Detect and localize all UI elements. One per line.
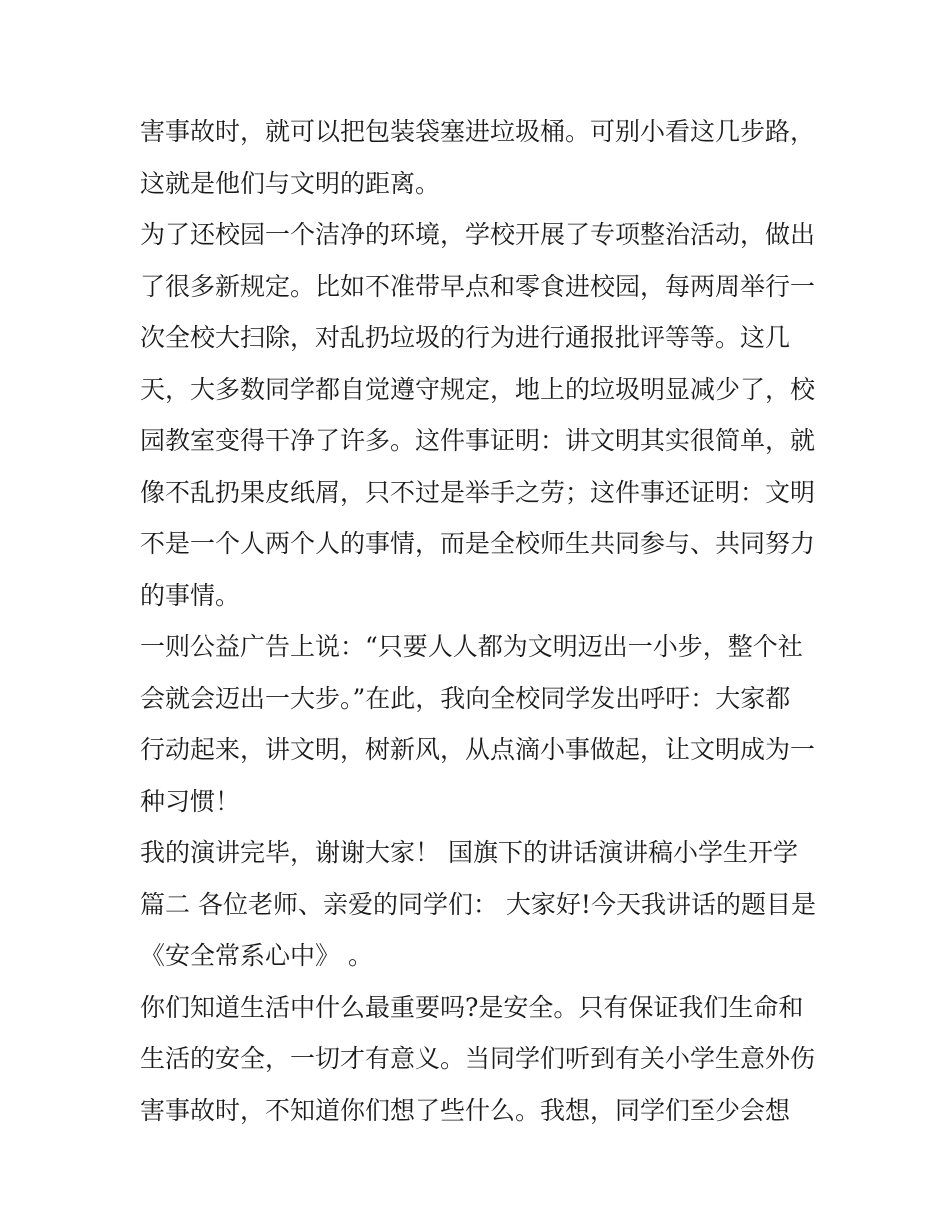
document-body: [140, 106, 820, 1136]
text-line: 会就会迈出一大步。”在此，我向全校同学发出呼吁：大家都: [140, 683, 791, 713]
text-line: 《安全常系心中》 。: [140, 941, 373, 970]
text-line: 你们知道生活中什么最重要吗?是安全。只有保证我们生命和: [140, 992, 804, 1022]
text-line: 这就是他们与文明的距离。: [140, 168, 441, 198]
text-line: 行动起来，讲文明，树新风，从点滴小事做起，让文明成为一: [140, 735, 816, 764]
text-line: 篇二 各位老师、亲爱的同学们： 大家好!今天我讲话的题目是: [140, 889, 816, 919]
text-line: 的事情。: [140, 580, 241, 610]
text-line: 天，大多数同学都自觉遵守规定，地上的垃圾明显减少了，校: [140, 374, 816, 404]
text-line: 为了还校园一个洁净的环境，学校开展了专项整治活动，做出: [140, 220, 816, 249]
text-line: 像不乱扔果皮纸屑，只不过是举手之劳；这件事还证明：文明: [140, 477, 816, 507]
text-line: 一则公益广告上说：“只要人人都为文明迈出一小步，整个社: [140, 632, 803, 661]
text-line: 了很多新规定。比如不准带早点和零食进校园，每两周举行一: [140, 271, 816, 301]
text-line: 害事故时，就可以把包装袋塞进垃圾桶。可别小看这几步路，: [140, 117, 816, 146]
text-line: 害事故时，不知道你们想了些什么。我想，同学们至少会想: [140, 1095, 791, 1125]
text-line: 我的演讲完毕，谢谢大家！ 国旗下的讲话演讲稿小学生开学: [140, 838, 798, 867]
text-line: 次全校大扫除，对乱扔垃圾的行为进行通报批评等等。这几: [140, 323, 791, 352]
text-line: 园教室变得干净了许多。这件事证明：讲文明其实很简单，就: [140, 426, 816, 455]
text-line: 生活的安全，一切才有意义。当同学们听到有关小学生意外伤: [140, 1044, 816, 1073]
text-line: 不是一个人两个人的事情，而是全校师生共同参与、共同努力: [140, 529, 816, 558]
text-line: 种习惯！: [140, 786, 241, 816]
